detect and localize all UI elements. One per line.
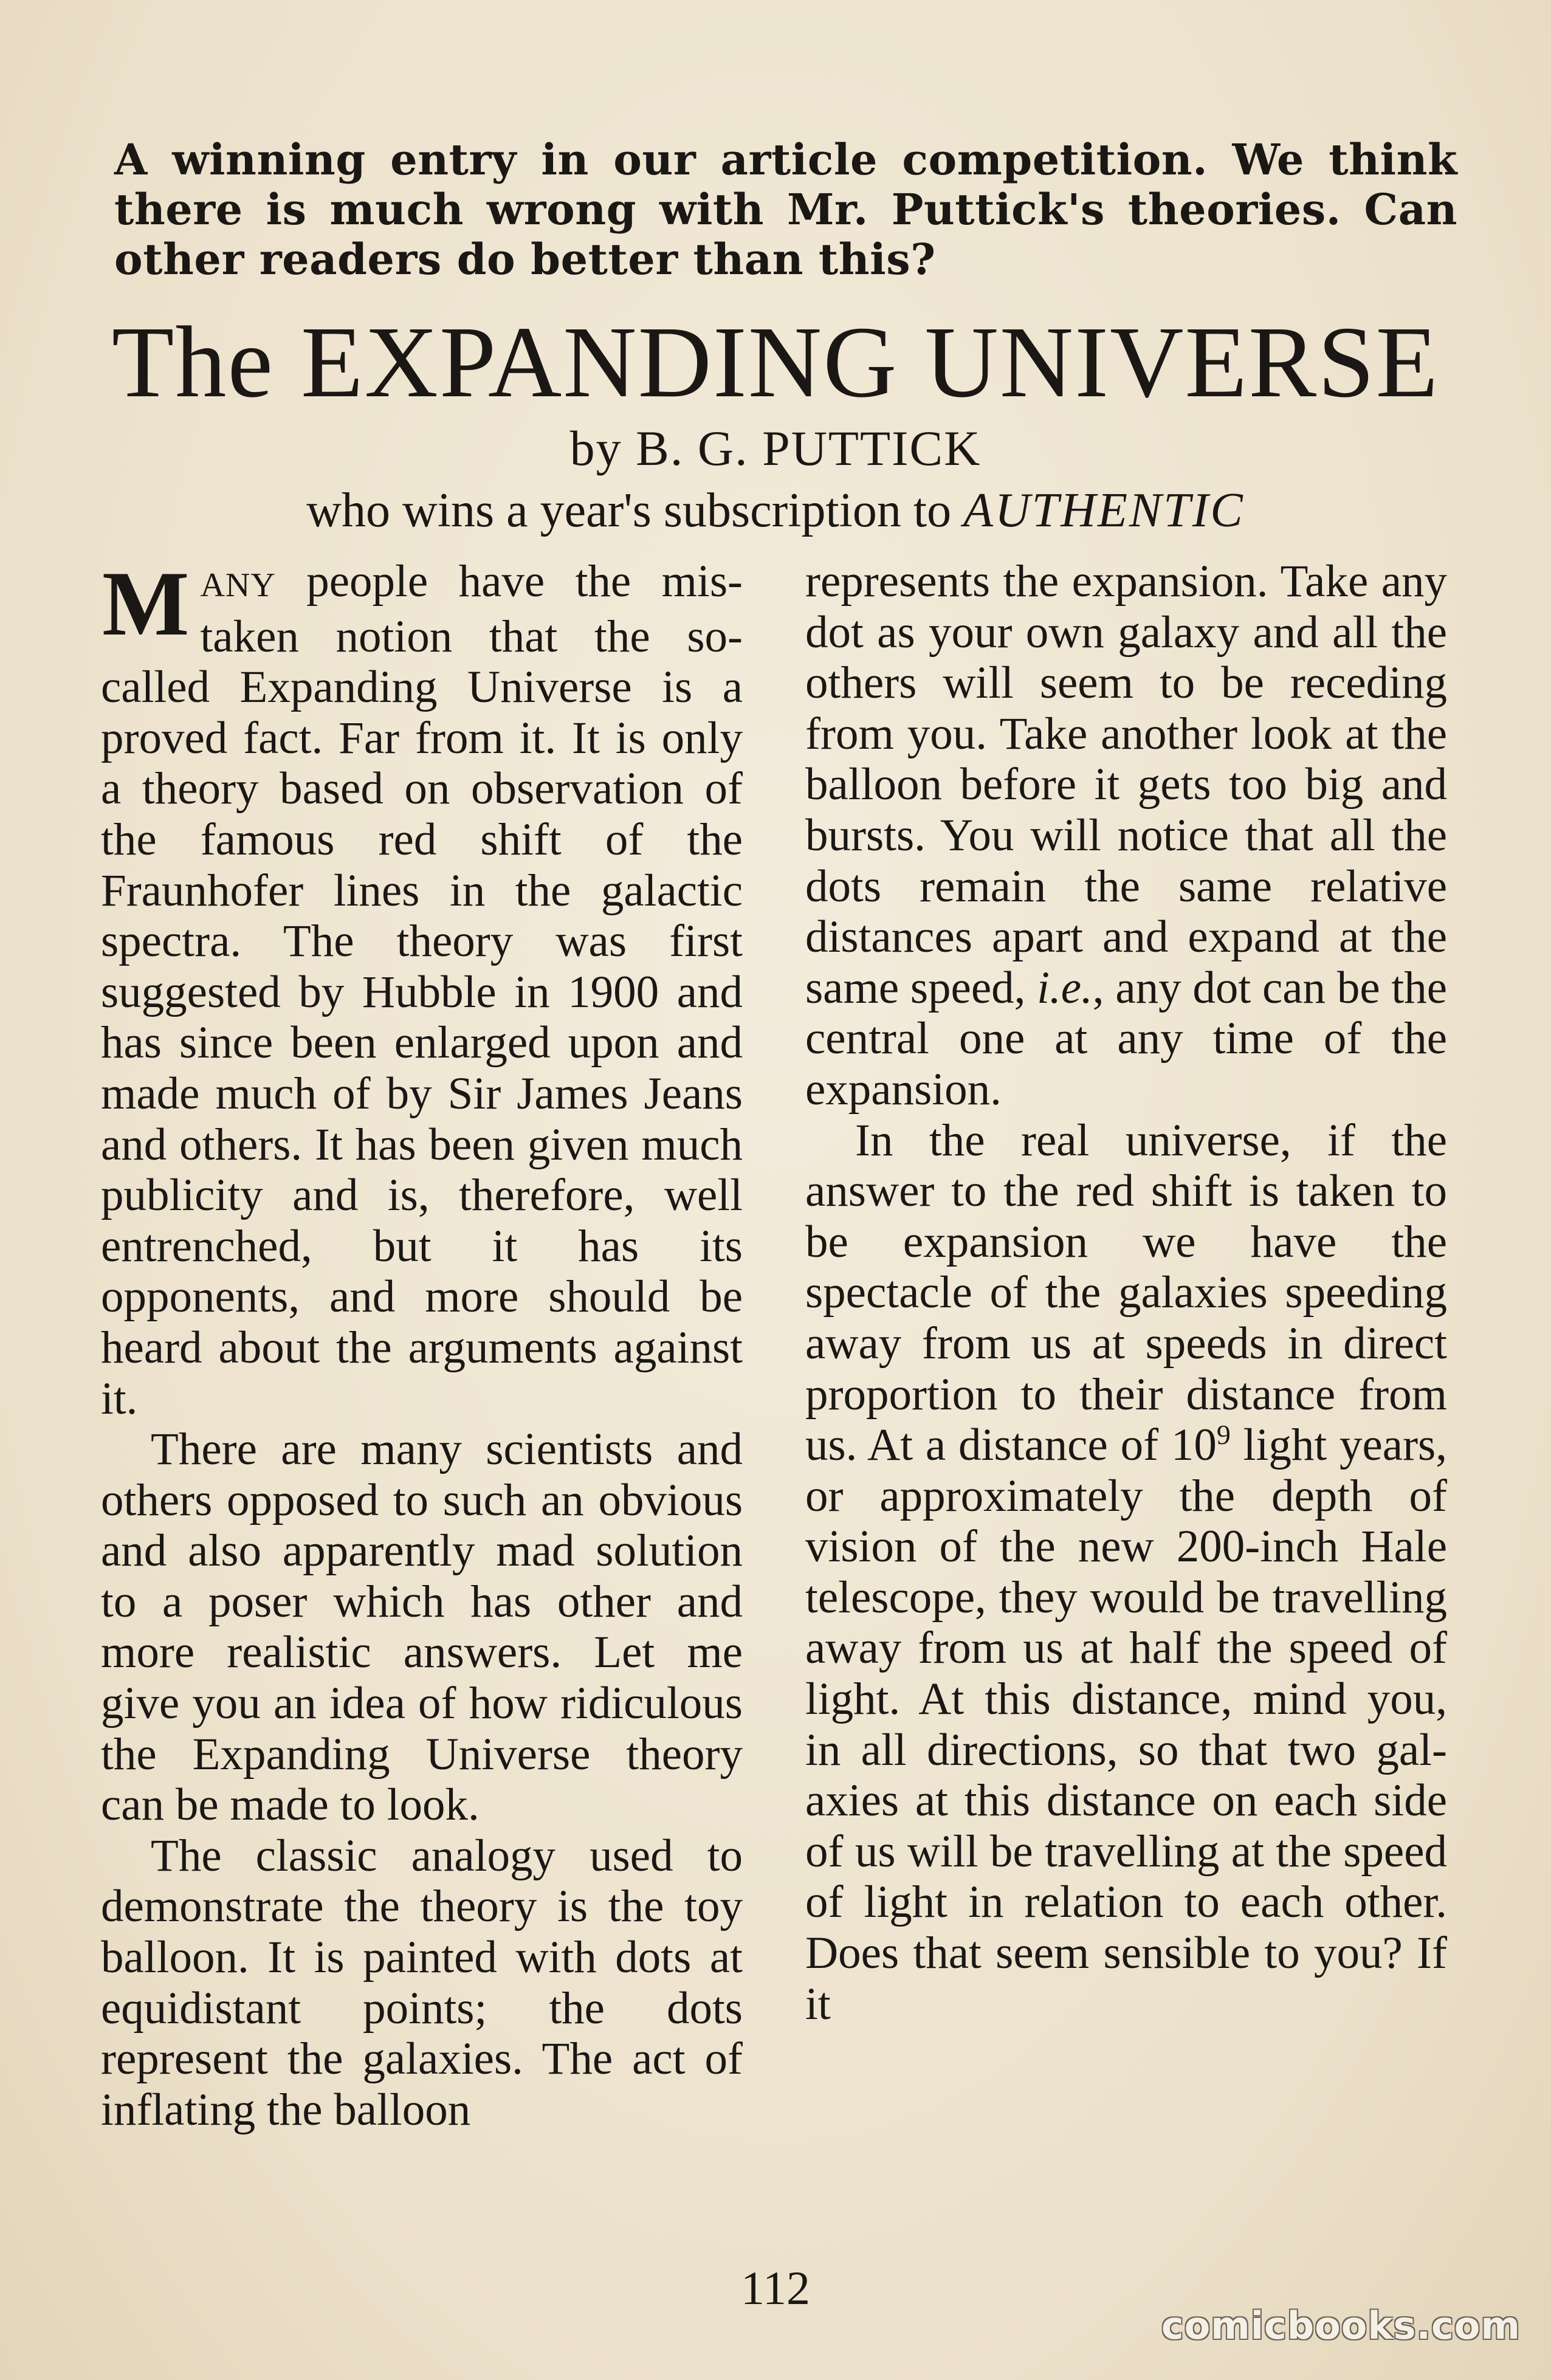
watermark-logo: comicbooks.com [1161,2303,1521,2348]
paragraph-3-continued-text-a: represents the expansion. Take any dot as your own galaxy and all the others will seem to be receding from you. Take another look at the balloon before it gets too big and bursts. You will notice that all the dots remain the same relative distances apart and expand at the same speed, [805,556,1447,1013]
right-column [805,556,1447,2234]
drop-cap: M [102,552,190,655]
prize-line [0,480,1551,541]
left-column [101,552,743,2234]
page-number: 112 [740,2261,811,2314]
paragraph-4-text-a: In the real universe, if the answer to the red shift is taken to be expansion we have the spectacle of the galaxies speeding away from us at speeds in direct proportion to their distance from us. At a distance of 10 [805,1115,1447,1471]
ie-abbreviation: i.e. [1037,962,1093,1013]
editorial-intro: A winning entry in our article competition. We think there is much wrong with Mr. Puttick's theories. Can other readers do better than this? [114,134,1457,284]
paragraph-2: There are many scientists and others opposed to such an obvious and also apparently mad solution to a poser which has other and more realistic answers. Let me give you an idea of how ridiculous the Expanding Universe theory can be made to look. [101,1424,743,1831]
small-caps-lead: ANY [200,566,276,604]
paragraph-4-text-b: light years, or approximately the depth of vision of the new 200-inch Hale telescope, they would be travelling away from us at half the speed of light. At this distance, mind you, in all directions, so that two galaxies at this distance on each side of us will be travelling at the speed of light in relation to each other. Does that seem sensible to you? If it [805,1420,1447,2029]
paragraph-4 [805,1115,1447,2030]
paragraph-1-text: people have the mistaken notion that the so-called Expanding Universe is a proved fact. Far from it. It is only a theory based on observation of the famous red shift of the Fraunhofer lines in the galactic spectra. The theory was first suggested by Hubble in 1900 and has since been enlarged upon and made much of by Sir James Jeans and others. It has been given much publicity and is, therefore, well entrenched, but it has its opponents, and more should be heard about the arguments against it. [101,556,743,1424]
article-title: The EXPANDING UNIVERSE [111,306,1440,419]
article-byline: by B. G. PUTTICK [569,421,982,476]
prize-text: who wins a year's subscription to [306,484,952,537]
exponent: 9 [1216,1419,1231,1451]
paragraph-3-continued [805,556,1447,1115]
paragraph-1 [101,552,743,1424]
magazine-name: AUTHENTIC [963,484,1245,537]
paragraph-3-continued-text-b: , any dot can be the central one at any time of the expansion. [805,962,1447,1115]
paragraph-3: The classic analogy used to demonstrate the theory is the toy balloon. It is painted with dots at equidistant points; the dots represent the galaxies. The act of inflating the balloon [101,1830,743,2135]
